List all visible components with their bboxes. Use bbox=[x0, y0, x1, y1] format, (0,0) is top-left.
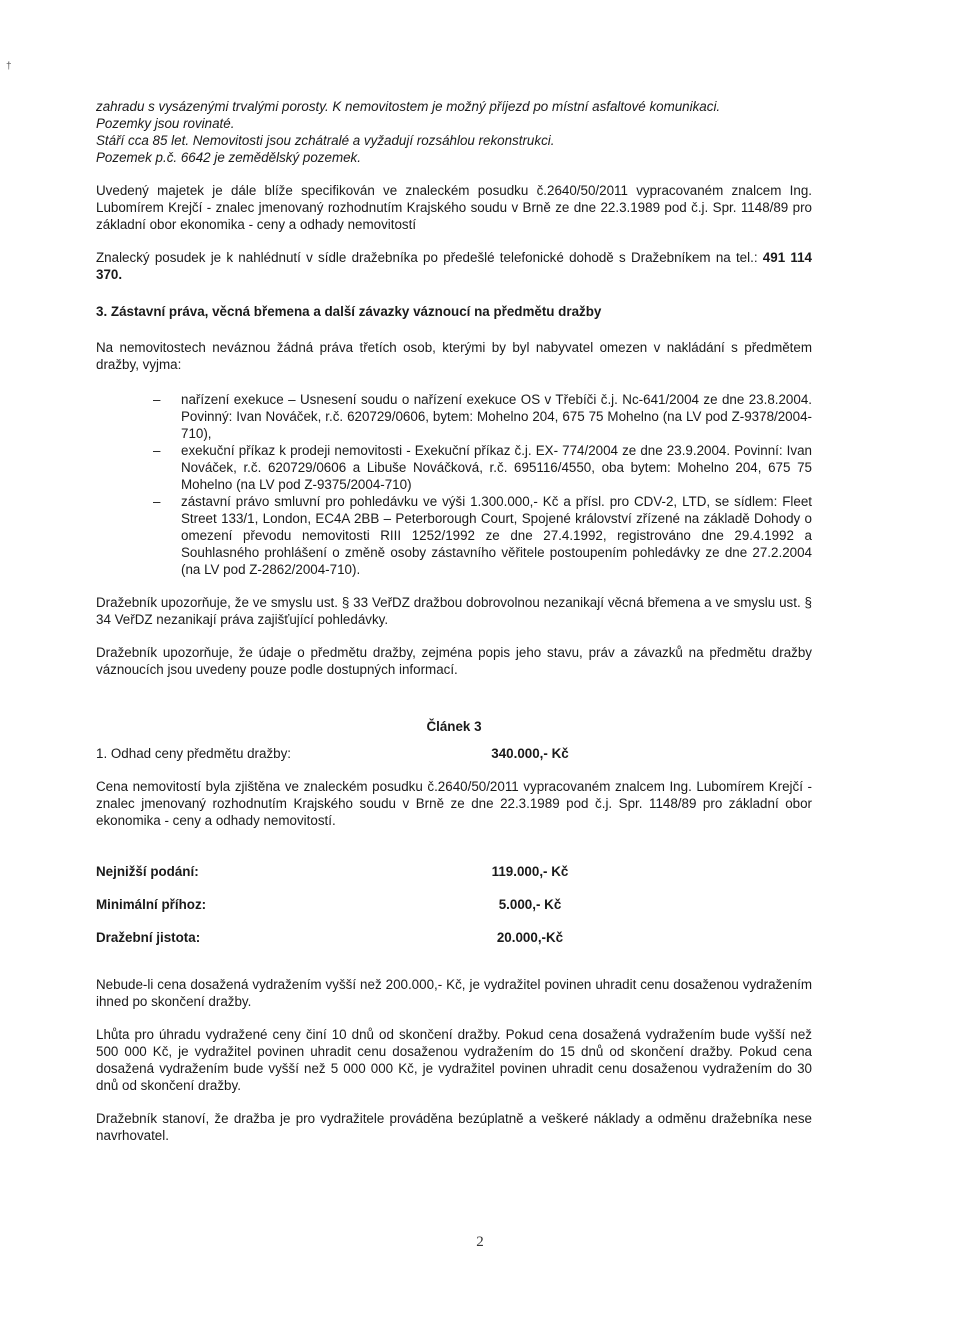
deposit-row bbox=[96, 929, 812, 946]
deposit-value: 20.000,-Kč bbox=[496, 930, 564, 945]
min-bid-label: Nejnižší podání: bbox=[96, 864, 199, 879]
payment-paragraph: Nebude-li cena dosažená vydražením vyšší než 200.000,- Kč, je vydražitel povinen uhradit cenu dosaženou vydražením ihned po skončení dražby. bbox=[96, 977, 812, 1009]
estimate-row bbox=[96, 745, 812, 762]
costs-paragraph: Dražebník stanoví, že dražba je pro vydražitele prováděna bezúplatně a veškeré náklady a odměnu dražebníka nese navrhovatel. bbox=[96, 1111, 812, 1143]
phone-number: 491 114 370. bbox=[96, 250, 812, 282]
list-item: – exekuční příkaz k prodeji nemovitosti - Exekuční příkaz č.j. EX- 774/2004 ze dne 23.9.2004. Povinní: Ivan Nováček, r.č. 620729/0606 a Libuše Nováčková, r.č. 695116/4550, oba bytem: Mohelno 204, 675 75 Mohelno (na LV pod Z-9375/2004-710) bbox=[96, 442, 812, 493]
min-increment-value: 5.000,- Kč bbox=[498, 897, 562, 912]
min-bid-row bbox=[96, 863, 812, 880]
encumbrance-list bbox=[96, 391, 812, 578]
deadline-paragraph: Lhůta pro úhradu vydražené ceny činí 10 dnů od skončení dražby. Pokud cena dosažená vydražením bude vyšší než 500 000 Kč, je vydražitel povinen uhradit cenu dosaženou vydražením do 15 dnů od skončení dražby. Pokud cena dosažená vydražením bude vyšší než 5 000 000 Kč, je vydražitel povinen uhradit cenu dosaženou vydražením do 30 dnů od skončení dražby. bbox=[96, 1027, 812, 1093]
list-item: – nařízení exekuce – Usnesení soudu o nařízení exekuce OS v Třebíči č.j. Nc-641/2004 ze dne 23.8.2004. Povinný: Ivan Nováček, r.č. 620729/0606, bytem: Mohelno 204, 675 75 Mohelno (na LV pod Z-9378/2004-710), bbox=[96, 391, 812, 442]
estimate-label: 1. Odhad ceny předmětu dražby: bbox=[96, 746, 292, 761]
min-bid-value: 119.000,- Kč bbox=[491, 864, 569, 879]
article-title: Článek 3 bbox=[426, 719, 482, 734]
min-increment-row bbox=[96, 896, 812, 913]
section-heading: 3. Zástavní práva, věcná břemena a další závazky váznoucí na předmětu dražby bbox=[96, 304, 602, 319]
page-number: 2 bbox=[476, 1234, 484, 1250]
review-text: Znalecký posudek je k nahlédnutí v sídle dražebníka po předešlé telefonické dohodě s Dražebníkem na tel.: bbox=[96, 250, 758, 265]
intro-line: Pozemek p.č. 6642 je zemědělský pozemek. bbox=[96, 150, 361, 165]
min-increment-label: Minimální příhoz: bbox=[96, 897, 207, 912]
specification-paragraph: Uvedený majetek je dále blíže specifikován ve znaleckém posudku č.2640/50/2011 vypracovaném znalcem Ing. Lubomírem Krejčí - znalec jmenovaný rozhodnutím Krajského soudu v Brně ze dne 22.3.1989 pod č.j. Spr. 1148/89 pro základní obor ekonomika - ceny a odhady nemovitostí bbox=[96, 183, 812, 232]
list-item: – zástavní právo smluvní pro pohledávku ve výši 1.300.000,- Kč a přísl. pro CDV-2, LTD, se sídlem: Fleet Street 133/1, London, EC4A 2BB – Peterborough Court, Spojené království zřízené na základě Dohody o omezení převodu nemovitosti RIII 1252/1992 ze dne 27.4.1992, registrováno dne 29.4.1992 a Souhlasného prohlášení o změně osoby zástavního věřitele postoupením pohledávky ze dne 27.2.2004 (na LV pod Z-2862/2004-710). bbox=[96, 493, 812, 578]
intro-line: zahradu s vysázenými trvalými porosty. K nemovitostem je možný příjezd po místní asfaltové komunikaci. bbox=[96, 99, 721, 114]
notice-paragraph: Dražebník upozorňuje, že údaje o předmětu dražby, zejména popis jeho stavu, práv a závazků na předmětu dražby váznoucích jsou uvedeny pouze podle dostupných informací. bbox=[96, 645, 812, 677]
document-page bbox=[96, 98, 812, 1144]
intro-line: Stáří cca 85 let. Nemovitosti jsou zchátralé a vyžadují rozsáhlou rekonstrukci. bbox=[96, 133, 555, 148]
price-paragraph: Cena nemovitostí byla zjištěna ve znaleckém posudku č.2640/50/2011 vypracovaném znalcem Ing. Lubomírem Krejčí - znalec jmenovaný rozhodnutím Krajského soudu v Brně ze dne 22.3.1989 pod č.j. Spr. 1148/89 pro základní obor ekonomika - ceny a odhady nemovitostí. bbox=[96, 779, 812, 828]
estimate-value: 340.000,- Kč bbox=[491, 746, 569, 761]
notice-paragraph: Dražebník upozorňuje, že ve smyslu ust. § 33 VeřDZ dražbou dobrovolnou nezanikají věcná břemena a ve smyslu ust. § 34 VeřDZ nezanikají práva zajišťující pohledávky. bbox=[96, 595, 812, 627]
encumbrance-intro: Na nemovitostech neváznou žádná práva třetích osob, kterými by byl nabyvatel omezen v nakládání s předmětem dražby, vyjma: bbox=[96, 340, 812, 372]
intro-line: Pozemky jsou rovinaté. bbox=[96, 116, 235, 131]
review-paragraph bbox=[96, 249, 812, 283]
intro-block bbox=[96, 98, 812, 166]
deposit-label: Dražební jistota: bbox=[96, 930, 201, 945]
margin-mark: † bbox=[6, 61, 12, 72]
